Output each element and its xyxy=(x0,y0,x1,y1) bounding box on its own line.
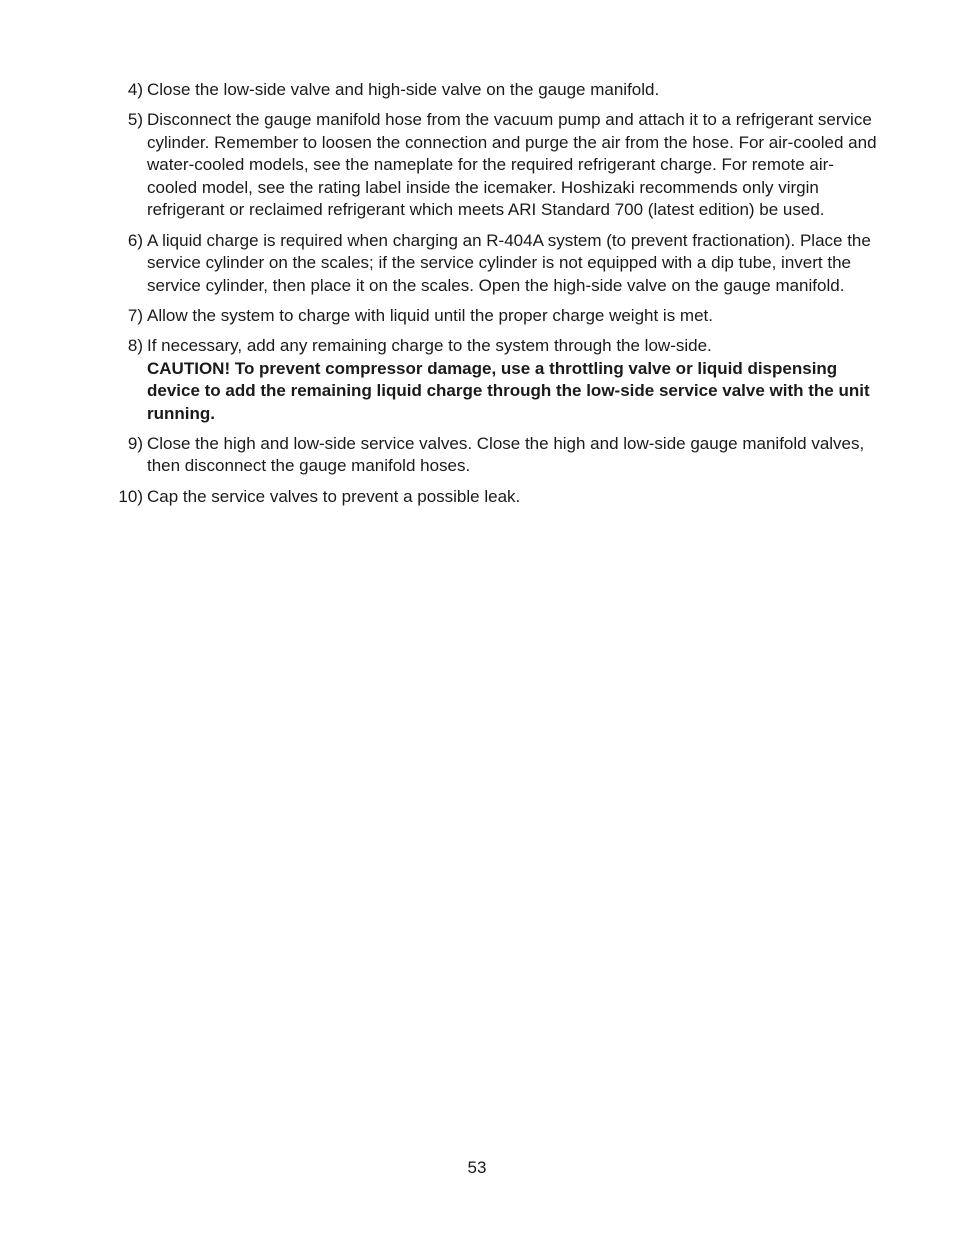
step-text: A liquid charge is required when charging an R-404A system (to prevent fractionation). Place the service cylinder on the scales; if the service cylinder is not equipped with a dip tube, invert the service cylinder, then place it on the scales. Open the high-side valve on the gauge manifold. xyxy=(147,230,871,295)
step-number: 5) xyxy=(127,110,143,130)
step-item xyxy=(108,486,878,509)
step-text: Allow the system to charge with liquid until the proper charge weight is met. xyxy=(147,305,713,325)
step-item xyxy=(108,433,878,478)
step-item xyxy=(108,230,878,298)
step-text: Disconnect the gauge manifold hose from the vacuum pump and attach it to a refrigerant service cylinder. Remember to loosen the connection and purge the air from the hose. For air-cooled and water-cooled models, see the nameplate for the required refrigerant charge. For remote air-cooled model, see the rating label inside the icemaker. Hoshizaki recommends only virgin refrigerant or reclaimed refrigerant which meets ARI Standard 700 (latest edition) be used. xyxy=(147,110,877,220)
step-text: If necessary, add any remaining charge to the system through the low-side. xyxy=(147,335,712,355)
step-number: 6) xyxy=(127,230,143,250)
step-number: 10) xyxy=(118,486,143,506)
step-text: Close the low-side valve and high-side valve on the gauge manifold. xyxy=(147,80,660,99)
procedure-steps xyxy=(108,79,878,516)
step-number: 7) xyxy=(127,305,143,325)
step-text: Cap the service valves to prevent a possible leak. xyxy=(147,486,521,506)
step-number: 9) xyxy=(127,433,143,453)
step-item xyxy=(108,305,878,328)
step-item xyxy=(108,335,878,425)
step-item xyxy=(108,109,878,222)
step-number: 8) xyxy=(127,335,143,355)
page-number: 53 xyxy=(467,1158,487,1177)
caution-note: CAUTION! To prevent compressor damage, use a throttling valve or liquid dispensing device to add the remaining liquid charge through the low-side service valve with the unit running. xyxy=(147,358,870,423)
step-item xyxy=(108,79,878,102)
step-text: Close the high and low-side service valves. Close the high and low-side gauge manifold valves, then disconnect the gauge manifold hoses. xyxy=(147,433,865,476)
step-number: 4) xyxy=(127,80,143,99)
